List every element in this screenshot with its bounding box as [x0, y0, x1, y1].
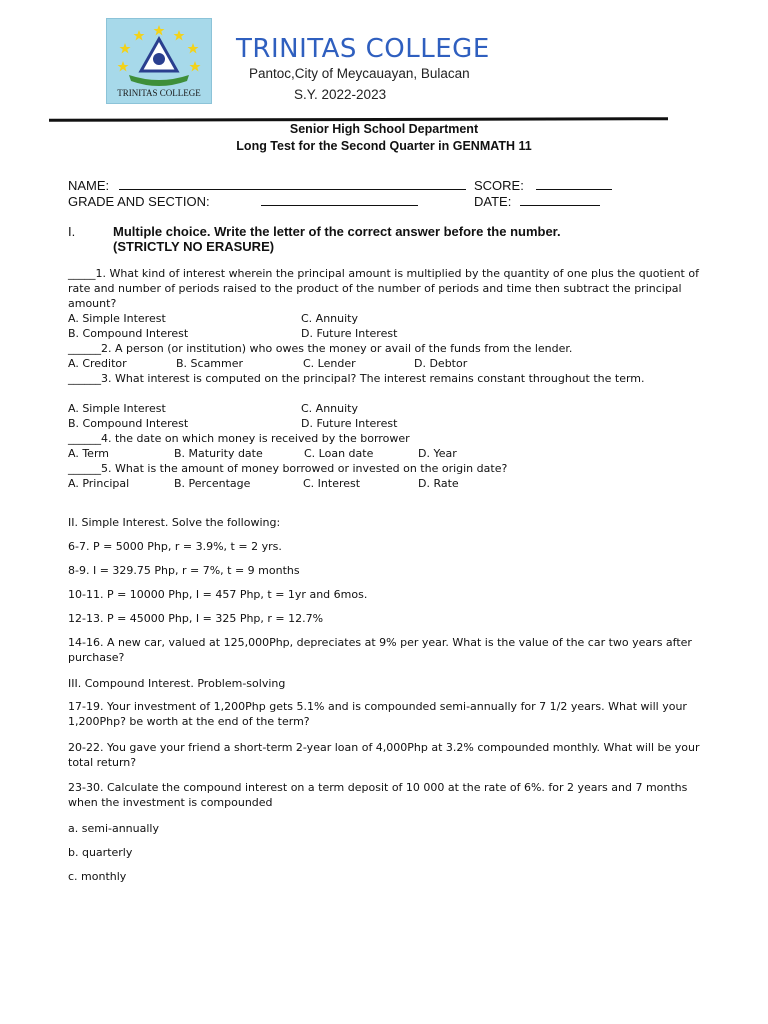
problem-6-7: 6-7. P = 5000 Php, r = 3.9%, t = 2 yrs. — [68, 540, 282, 553]
part-two-title: II. Simple Interest. Solve the following: — [68, 516, 281, 529]
option: D. Future Interest — [301, 417, 398, 430]
problem-20-22: 20-22. You gave your friend a short-term 2-year loan of 4,000Php at 3.2% compounded monthly. What will be your total return? — [68, 741, 700, 769]
school-year: S.Y. 2022-2023 — [294, 87, 387, 102]
problem-17-19: 17-19. Your investment of 1,200Php gets 5.1% and is compounded semi-annually for 7 1/2 years. What will your 1,200Php? be worth at the end of the term? — [68, 700, 687, 728]
part-one-instructions — [113, 224, 561, 254]
option: B. Scammer — [176, 357, 244, 370]
option: A. Term — [68, 447, 109, 460]
problem-12-13: 12-13. P = 45000 Php, I = 325 Php, r = 12.7% — [68, 612, 324, 625]
option: A. Creditor — [68, 357, 127, 370]
grade-section-label: GRADE AND SECTION: — [68, 194, 210, 209]
sub-item-c: c. monthly — [68, 870, 127, 883]
date-field[interactable] — [520, 205, 600, 206]
option: C. Interest — [303, 477, 361, 490]
department-title: Senior High School Department — [289, 122, 479, 136]
option: C. Lender — [303, 357, 356, 370]
problem-10-11: 10-11. P = 10000 Php, I = 457 Php, t = 1yr and 6mos. — [68, 588, 368, 601]
score-field[interactable] — [536, 189, 612, 190]
option: C. Annuity — [301, 312, 358, 325]
option: D. Year — [418, 447, 457, 460]
option: D. Future Interest — [301, 327, 398, 340]
part-one-note: (STRICTLY NO ERASURE) — [113, 239, 275, 254]
option: B. Percentage — [174, 477, 251, 490]
option: A. Simple Interest — [68, 312, 166, 325]
college-logo — [106, 18, 212, 104]
college-name: TRINITAS COLLEGE — [236, 34, 490, 64]
problem-8-9: 8-9. I = 329.75 Php, r = 7%, t = 9 months — [68, 564, 300, 577]
sub-item-b: b. quarterly — [68, 846, 133, 859]
option: C. Annuity — [301, 402, 358, 415]
question-5: ______5. What is the amount of money borrowed or invested on the origin date? — [68, 462, 508, 475]
part-three-title: III. Compound Interest. Problem-solving — [68, 677, 286, 690]
option: C. Loan date — [304, 447, 374, 460]
question-1: _____1. What kind of interest wherein the principal amount is multiplied by the quantity of one plus the quotient of rate and number of periods raised to the product of the number of periods and time then subtract the principal amount? — [68, 267, 699, 310]
option: D. Rate — [418, 477, 459, 490]
grade-section-field[interactable] — [261, 205, 418, 206]
option: B. Compound Interest — [68, 417, 189, 430]
sub-item-a: a. semi-annually — [68, 822, 159, 835]
option: A. Principal — [68, 477, 130, 490]
option: B. Maturity date — [174, 447, 263, 460]
college-address: Pantoc,City of Meycauayan, Bulacan — [249, 66, 470, 81]
option: A. Simple Interest — [68, 402, 166, 415]
name-field[interactable] — [119, 189, 466, 190]
problem-14-16: 14-16. A new car, valued at 125,000Php, depreciates at 9% per year. What is the value of the car two years after purchase? — [68, 636, 692, 664]
question-3: ______3. What interest is computed on the principal? The interest remains constant throughout the term. — [68, 372, 645, 385]
question-2: ______2. A person (or institution) who owes the money or avail of the funds from the lender. — [68, 342, 573, 355]
name-label: NAME: — [68, 178, 110, 193]
option: B. Compound Interest — [68, 327, 189, 340]
date-label: DATE: — [474, 194, 512, 209]
part-one-title: Multiple choice. Write the letter of the correct answer before the number. — [113, 224, 561, 239]
part-one-number: I. — [68, 224, 76, 239]
problem-23-30: 23-30. Calculate the compound interest on a term deposit of 10 000 at the rate of 6%. for 2 years and 7 months when the investment is compounded — [68, 781, 688, 809]
logo-caption: TRINITAS COLLEGE — [117, 88, 201, 98]
option: D. Debtor — [414, 357, 468, 370]
test-title: Long Test for the Second Quarter in GENMATH 11 — [236, 139, 532, 153]
score-label: SCORE: — [474, 178, 524, 193]
question-4: ______4. the date on which money is received by the borrower — [68, 432, 410, 445]
